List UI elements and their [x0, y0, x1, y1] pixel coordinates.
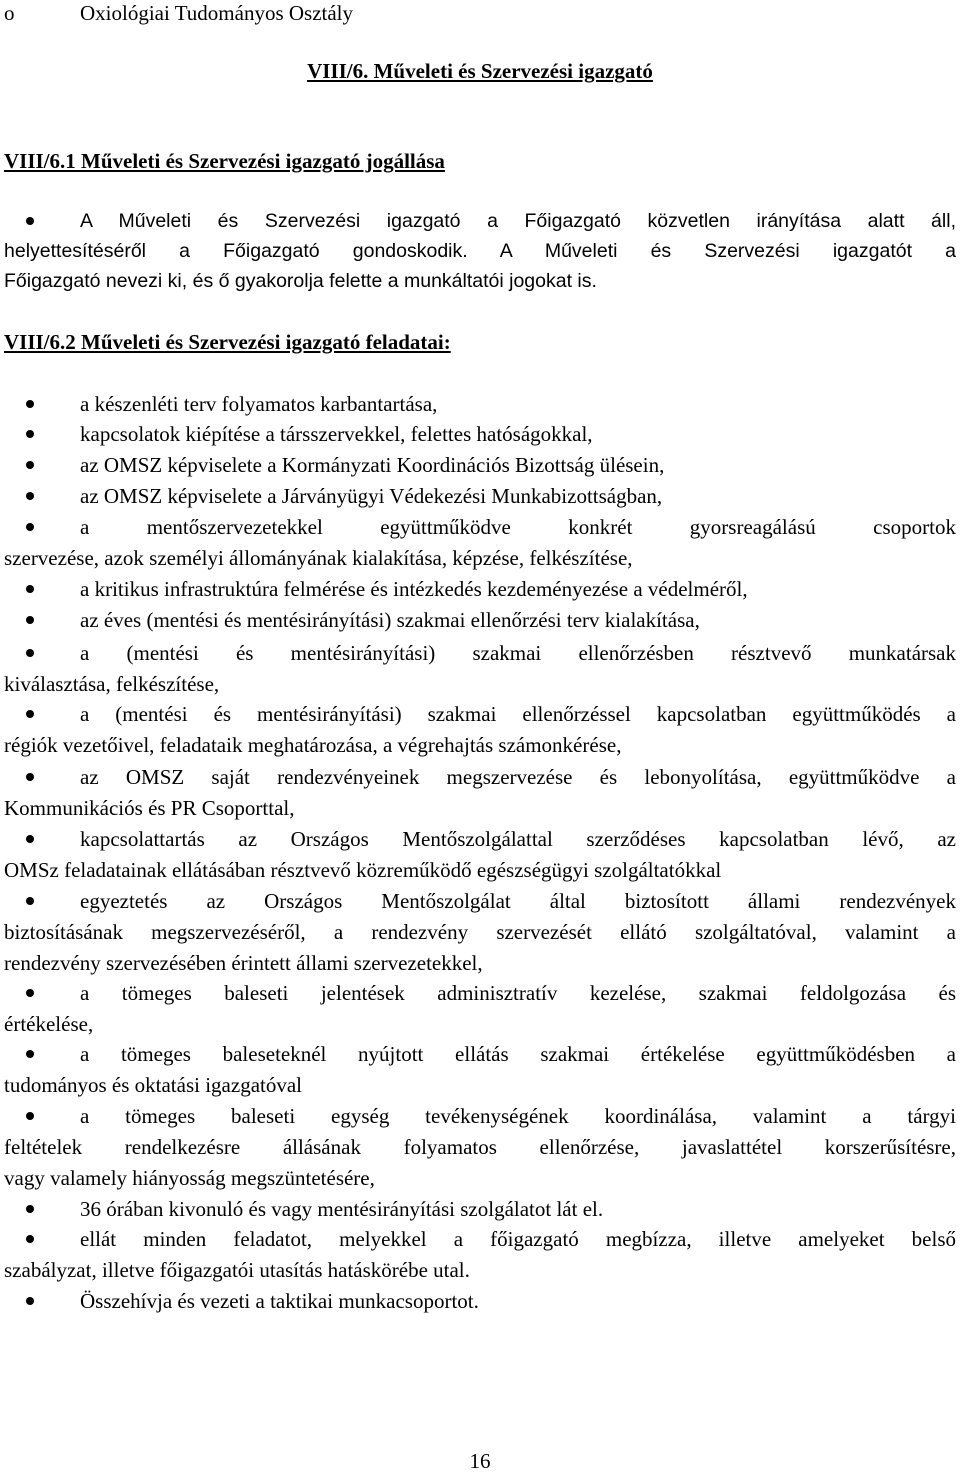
- bullet-icon: [26, 1050, 34, 1058]
- paragraph-line: Főigazgató nevezi ki, és ő gyakorolja felette a munkáltatói jogokat is.: [4, 270, 597, 292]
- list-item-continuation: OMSz feladatainak ellátásában résztvevő közreműködő egészségügyi szolgáltatókkal: [4, 858, 722, 882]
- bullet-icon: [26, 1297, 34, 1305]
- paragraph-line: A Műveleti és Szervezési igazgató a Főigazgató közvetlen irányítása alatt áll,: [80, 210, 956, 232]
- paragraph-line: helyettesítéséről a Főigazgató gondoskodik. A Műveleti és Szervezési igazgatót a: [4, 240, 956, 262]
- list-item-continuation: vagy valamely hiányosság megszüntetésére,: [4, 1166, 375, 1190]
- list-item-continuation: feltételek rendelkezésre állásának folyamatos ellenőrzése, javaslattétel korszerűsítésre,: [4, 1135, 956, 1159]
- list-item-text: ellát minden feladatot, melyekkel a főigazgató megbízza, illetve amelyeket belső: [80, 1227, 956, 1251]
- list-item-text: a kritikus infrastruktúra felmérése és intézkedés kezdeményezése a védelméről,: [80, 577, 748, 601]
- bullet-icon: [26, 400, 34, 408]
- list-item-text: az OMSZ képviselete a Járványügyi Védekezési Munkabizottságban,: [80, 484, 663, 508]
- bullet-icon: [26, 461, 34, 469]
- bullet-icon: [26, 897, 34, 905]
- list-item-continuation: szabályzat, illetve főigazgatói utasítás hatáskörébe utal.: [4, 1258, 470, 1282]
- list-item-text: a (mentési és mentésirányítási) szakmai ellenőrzéssel kapcsolatban együttműködés a: [80, 702, 956, 726]
- bullet-icon: [26, 1112, 34, 1120]
- list-item-continuation: rendezvény szervezésében érintett állami szervezetekkel,: [4, 951, 483, 975]
- list-item-continuation: tudományos és oktatási igazgatóval: [4, 1073, 303, 1097]
- list-item-text: a (mentési és mentésirányítási) szakmai ellenőrzésben résztvevő munkatársak: [80, 641, 956, 665]
- list-marker: o: [4, 1, 15, 25]
- list-item-continuation: értékelése,: [4, 1012, 94, 1036]
- bullet-icon: [26, 217, 34, 225]
- list-item-text: a tömeges baleseti egység tevékenységének koordinálása, valamint a tárgyi: [80, 1104, 956, 1128]
- list-item-text: kapcsolattartás az Országos Mentőszolgálattal szerződéses kapcsolatban lévő, az: [80, 827, 956, 851]
- bullet-icon: [26, 585, 34, 593]
- section-title: VIII/6. Műveleti és Szervezési igazgató: [307, 59, 653, 83]
- list-item-text: kapcsolatok kiépítése a társszervekkel, felettes hatóságokkal,: [80, 422, 593, 446]
- list-item-text: a mentőszervezetekkel együttműködve konkrét gyorsreagálású csoportok: [80, 515, 956, 539]
- subsection-title: VIII/6.1 Műveleti és Szervezési igazgató jogállása: [4, 149, 445, 173]
- list-item-text: a tömeges baleseteknél nyújtott ellátás szakmai értékelése együttműködésben a: [80, 1042, 956, 1066]
- bullet-icon: [26, 1235, 34, 1243]
- list-item-continuation: biztosításának megszervezéséről, a rendezvény szervezését ellátó szolgáltatóval, valamint a: [4, 920, 956, 944]
- list-item-top: [0, 0, 960, 26]
- list-item-text: Összehívja és vezeti a taktikai munkacsoportot.: [80, 1289, 479, 1313]
- list-item-continuation: kiválasztása, felkészítése,: [4, 672, 220, 696]
- bullet-icon: [26, 835, 34, 843]
- list-item-text: a készenléti terv folyamatos karbantartása,: [80, 392, 438, 416]
- list-item-text: 36 órában kivonuló és vagy mentésirányítási szolgálatot lát el.: [80, 1197, 604, 1221]
- list-item-continuation: Kommunikációs és PR Csoporttal,: [4, 796, 295, 820]
- bullet-icon: [26, 710, 34, 718]
- list-item-text: az éves (mentési és mentésirányítási) szakmai ellenőrzési terv kialakítása,: [80, 608, 700, 632]
- bullet-icon: [26, 649, 34, 657]
- bullet-icon: [26, 989, 34, 997]
- page-number: 16: [469, 1449, 491, 1473]
- list-item-continuation: régiók vezetőivel, feladataik meghatározása, a végrehajtás számonkérése,: [4, 733, 622, 757]
- bullet-icon: [26, 523, 34, 531]
- list-item-text: az OMSZ saját rendezvényeinek megszervezése és lebonyolítása, együttműködve a: [80, 765, 956, 789]
- bullet-icon: [26, 1205, 34, 1213]
- list-item-text: Oxiológiai Tudományos Osztály: [80, 1, 354, 25]
- bullet-icon: [26, 430, 34, 438]
- list-item-text: egyeztetés az Országos Mentőszolgálat által biztosított állami rendezvények: [80, 889, 956, 913]
- list-item-continuation: szervezése, azok személyi állományának kialakítása, képzése, felkészítése,: [4, 546, 633, 570]
- bullet-icon: [26, 616, 34, 624]
- list-item-text: a tömeges baleseti jelentések adminisztratív kezelése, szakmai feldolgozása és: [80, 981, 956, 1005]
- bullet-icon: [26, 492, 34, 500]
- list-item-text: az OMSZ képviselete a Kormányzati Koordinációs Bizottság ülésein,: [80, 453, 665, 477]
- bullet-icon: [26, 773, 34, 781]
- subsection-title: VIII/6.2 Műveleti és Szervezési igazgató feladatai:: [4, 330, 451, 354]
